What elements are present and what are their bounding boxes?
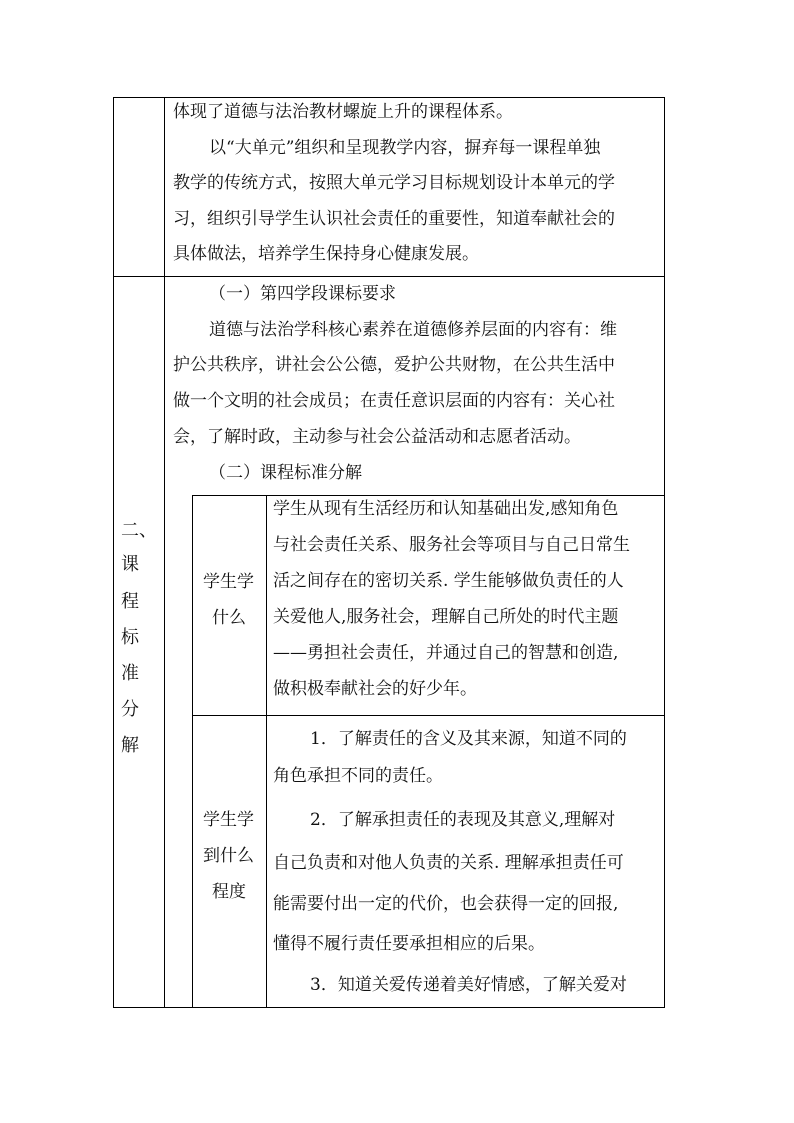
- inner-row1-line: 关爱他人,服务社会，理解自己所处的时代主题: [273, 607, 619, 627]
- outer-border-bottom: [113, 1007, 665, 1008]
- inner-row1-label: 什么: [212, 608, 246, 628]
- row2-label-char: 解: [121, 735, 139, 756]
- curriculum-paragraph-line: 做一个文明的社会成员；在责任意识层面的内容有：关心社: [173, 391, 615, 411]
- outer-border-top: [113, 97, 665, 98]
- inner-column-divider: [266, 495, 267, 1008]
- row1-line: 教学的传统方式，按照大单元学习目标规划设计本单元的学: [173, 173, 615, 193]
- inner-row1-line: ——勇担社会责任，并通过自己的智慧和创造,: [273, 643, 619, 663]
- row2-label-char: 程: [121, 591, 139, 612]
- outer-border-right: [664, 97, 665, 1008]
- inner-row1-label: 学生学: [203, 572, 254, 592]
- curriculum-paragraph-line: 道德与法治学科核心素养在道德修养层面的内容有：维: [209, 320, 617, 340]
- row1-line: 具体做法，培养学生保持身心健康发展。: [173, 244, 479, 264]
- outer-column-divider: [164, 97, 165, 1008]
- inner-row2-label: 学生学: [203, 810, 254, 830]
- inner-row1-line: 做积极奉献社会的好少年。: [273, 679, 477, 699]
- curriculum-paragraph-line: 会，了解时政，主动参与社会公益活动和志愿者活动。: [173, 427, 581, 447]
- inner-row2-line: 角色承担不同的责任。: [273, 766, 443, 786]
- section-heading: （二）课程标准分解: [209, 463, 362, 483]
- row2-label-char: 二、: [121, 520, 157, 541]
- inner-row2-line: 能需要付出一定的代价，也会获得一定的回报,: [273, 894, 619, 914]
- inner-row-divider: [192, 715, 665, 716]
- row2-label-char: 准: [121, 663, 139, 684]
- inner-row1-line: 学生从现有生活经历和认知基础出发,感知角色: [273, 499, 619, 519]
- inner-row2-line: 3．知道关爱传递着美好情感，了解关爱对: [310, 975, 627, 995]
- row1-line: 习，组织引导学生认识社会责任的重要性，知道奉献社会的: [173, 209, 615, 229]
- row2-label-char: 课: [121, 554, 139, 575]
- inner-row2-label: 程度: [212, 882, 246, 902]
- inner-row2-label: 到什么: [203, 846, 254, 866]
- inner-border-top: [192, 495, 665, 496]
- outer-row-divider: [113, 276, 665, 277]
- row1-line: 体现了道德与法治教材螺旋上升的课程体系。: [173, 102, 513, 122]
- curriculum-paragraph-line: 护公共秩序，讲社会公公德，爱护公共财物，在公共生活中: [173, 355, 615, 375]
- inner-row2-line: 1．了解责任的含义及其来源，知道不同的: [310, 729, 627, 749]
- inner-row1-line: 活之间存在的密切关系. 学生能够做负责任的人: [273, 571, 624, 591]
- row2-label-char: 标: [121, 627, 139, 648]
- inner-row2-line: 2．了解承担责任的表现及其意义,理解对: [310, 810, 616, 830]
- inner-row1-line: 与社会责任关系、服务社会等项目与自己日常生: [273, 535, 630, 555]
- inner-row2-line: 自己负责和对他人负责的关系. 理解承担责任可: [273, 853, 624, 873]
- row1-line: 以“大单元”组织和呈现教学内容，摒弃每一课程单独: [209, 138, 601, 158]
- outer-border-left: [113, 97, 114, 1008]
- section-heading: （一）第四学段课标要求: [209, 284, 396, 304]
- inner-border-left: [192, 495, 193, 1008]
- inner-row2-line: 懂得不履行责任要承担相应的后果。: [273, 934, 545, 954]
- row2-label-char: 分: [121, 699, 139, 720]
